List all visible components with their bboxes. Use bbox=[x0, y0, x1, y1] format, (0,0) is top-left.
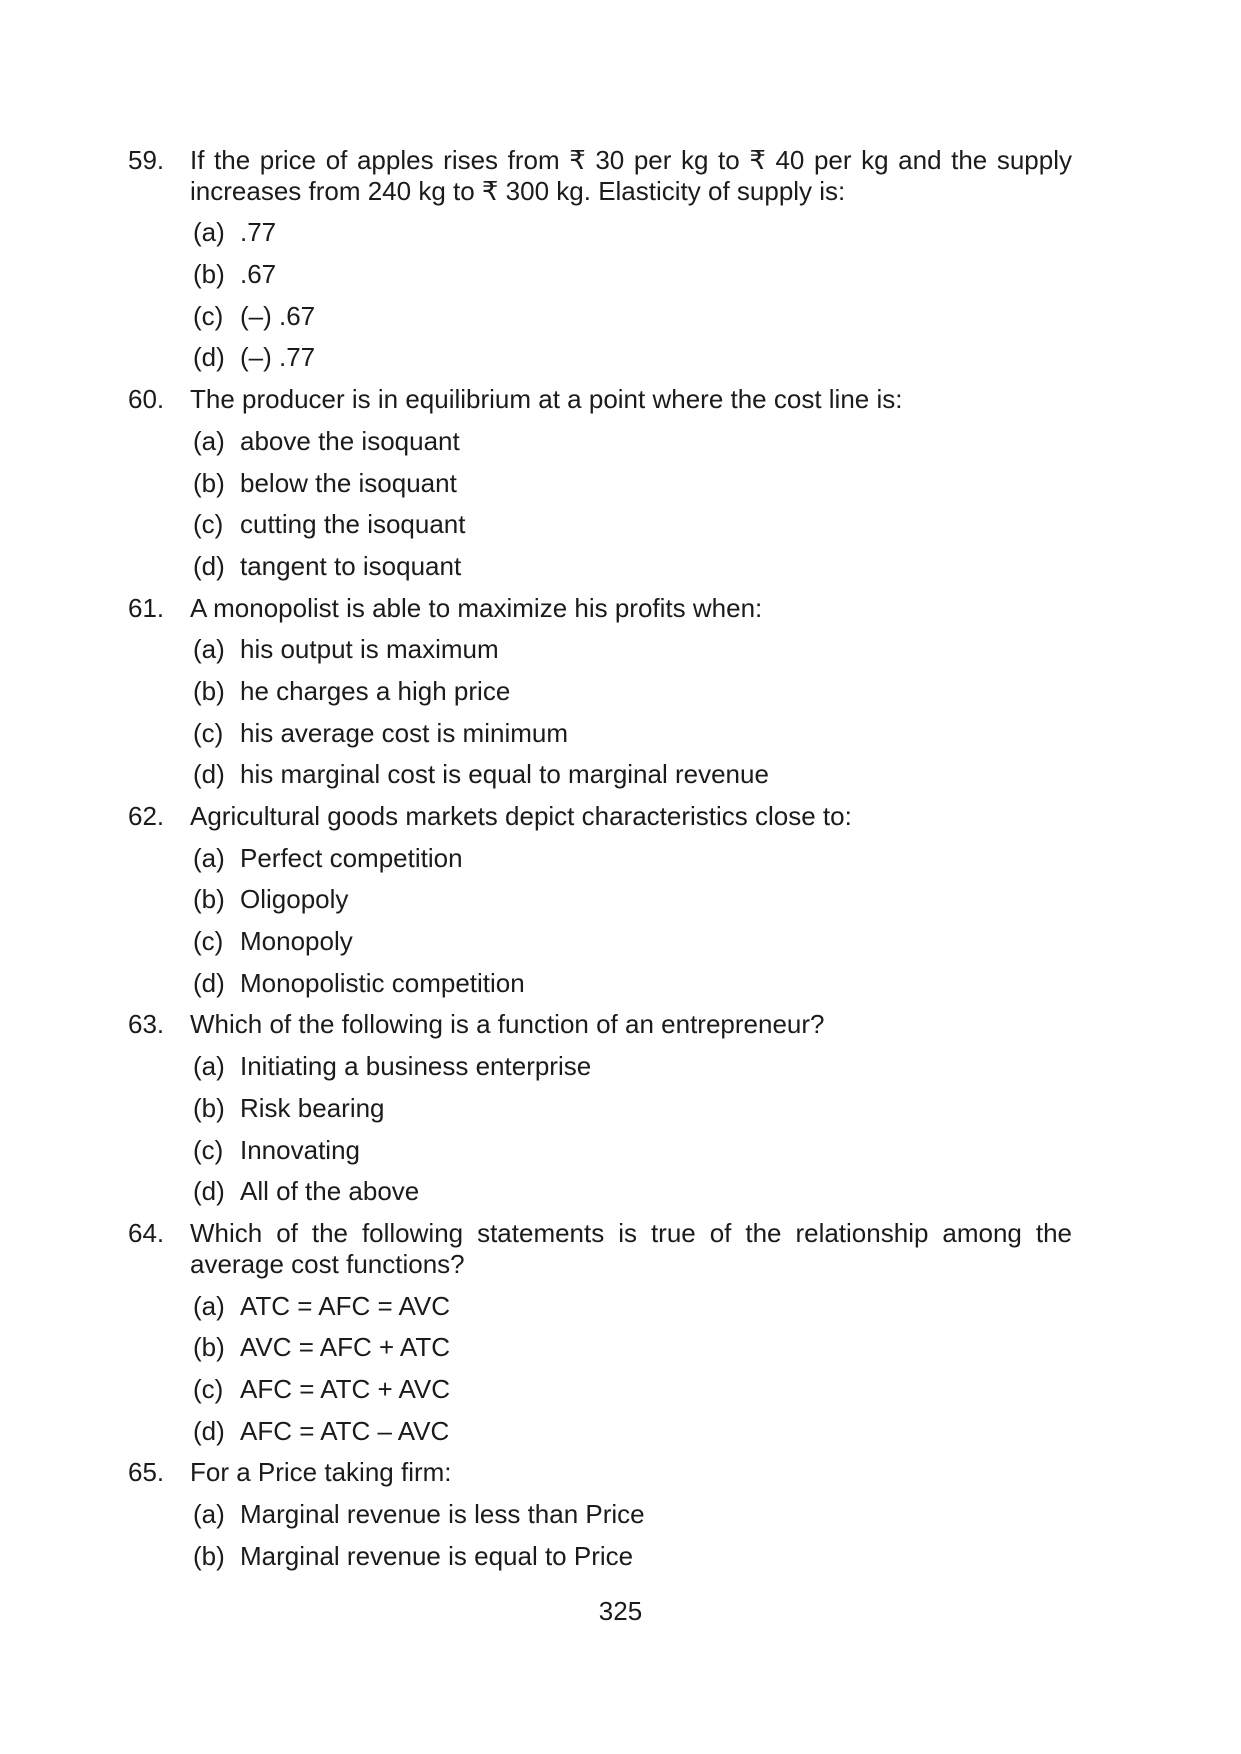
option-text: tangent to isoquant bbox=[240, 550, 462, 581]
option-text: (–) .67 bbox=[240, 300, 316, 331]
question-head bbox=[128, 384, 1072, 415]
option-text: AFC = ATC – AVC bbox=[240, 1415, 450, 1446]
option-row bbox=[193, 426, 1072, 457]
option-text: Perfect competition bbox=[240, 842, 463, 873]
option-label: (a) bbox=[193, 1499, 225, 1529]
page-number: 325 bbox=[598, 1596, 643, 1626]
option-label: (b) bbox=[193, 675, 225, 706]
option-label: (b) bbox=[193, 467, 225, 498]
option-text: cutting the isoquant bbox=[240, 509, 466, 540]
question-text: Which of the following statements is true of the relationship among the average cost functions? bbox=[190, 1217, 1072, 1279]
question-number: 65. bbox=[128, 1457, 165, 1488]
option-row bbox=[193, 1416, 1072, 1447]
option-label: (a) bbox=[193, 634, 225, 665]
question-item bbox=[128, 384, 1072, 582]
option-row bbox=[193, 217, 1072, 248]
option-text: Risk bearing bbox=[240, 1092, 385, 1123]
option-row bbox=[193, 1135, 1072, 1166]
option-label: (c) bbox=[193, 509, 224, 540]
option-text: .67 bbox=[240, 259, 277, 290]
question-head bbox=[128, 1457, 1072, 1488]
question-head bbox=[128, 145, 1072, 207]
option-row bbox=[193, 1051, 1072, 1082]
option-label: (a) bbox=[193, 217, 225, 248]
question-item bbox=[128, 1218, 1072, 1447]
question-number: 63. bbox=[128, 1009, 165, 1040]
option-text: he charges a high price bbox=[240, 675, 511, 706]
option-text: Initiating a business enterprise bbox=[240, 1051, 592, 1082]
option-text: Innovating bbox=[240, 1134, 360, 1165]
option-label: (c) bbox=[193, 717, 224, 748]
option-row bbox=[193, 926, 1072, 957]
option-label: (a) bbox=[193, 1290, 225, 1321]
question-text: A monopolist is able to maximize his profits when: bbox=[190, 592, 763, 623]
option-label: (d) bbox=[193, 1415, 225, 1446]
question-text: For a Price taking firm: bbox=[190, 1457, 452, 1488]
question-text: Which of the following is a function of an entrepreneur? bbox=[190, 1009, 825, 1040]
option-text: All of the above bbox=[240, 1176, 420, 1207]
option-row bbox=[193, 759, 1072, 790]
option-label: (b) bbox=[193, 1092, 225, 1123]
option-text: Marginal revenue is less than Price bbox=[240, 1499, 645, 1529]
option-label: (b) bbox=[193, 1332, 225, 1363]
question-head bbox=[128, 593, 1072, 624]
question-head bbox=[128, 1009, 1072, 1040]
option-row bbox=[193, 259, 1072, 290]
option-text: Oligopoly bbox=[240, 884, 349, 915]
question-number: 62. bbox=[128, 801, 165, 831]
option-row bbox=[193, 1541, 1072, 1572]
question-text: If the price of apples rises from ₹ 30 per kg to ₹ 40 per kg and the supply increases from 240 kg to ₹ 300 kg. Elasticity of supply is: bbox=[190, 144, 1072, 206]
option-list bbox=[128, 1291, 1072, 1447]
question-head bbox=[128, 801, 1072, 832]
option-text: .77 bbox=[240, 217, 277, 248]
option-label: (c) bbox=[193, 1134, 224, 1165]
option-row bbox=[193, 843, 1072, 874]
option-list bbox=[128, 1051, 1072, 1207]
option-text: AVC = AFC + ATC bbox=[240, 1332, 450, 1363]
question-list bbox=[128, 134, 1072, 1572]
option-label: (d) bbox=[193, 342, 225, 373]
option-row bbox=[193, 718, 1072, 749]
option-list bbox=[128, 1499, 1072, 1572]
option-row bbox=[193, 1093, 1072, 1124]
option-row bbox=[193, 1499, 1072, 1530]
option-row bbox=[193, 1176, 1072, 1207]
option-text: AFC = ATC + AVC bbox=[240, 1373, 450, 1404]
option-row bbox=[193, 551, 1072, 582]
option-label: (a) bbox=[193, 425, 225, 456]
option-label: (c) bbox=[193, 1373, 224, 1404]
option-label: (a) bbox=[193, 842, 225, 873]
option-row bbox=[193, 301, 1072, 332]
option-row bbox=[193, 468, 1072, 499]
option-label: (d) bbox=[193, 550, 225, 581]
option-list bbox=[128, 217, 1072, 373]
option-row bbox=[193, 884, 1072, 915]
question-number: 59. bbox=[128, 144, 165, 175]
option-row bbox=[193, 676, 1072, 707]
question-head bbox=[128, 1218, 1072, 1280]
option-row bbox=[193, 1332, 1072, 1363]
option-label: (b) bbox=[193, 1540, 225, 1571]
option-text: his output is maximum bbox=[240, 634, 499, 665]
option-row bbox=[193, 509, 1072, 540]
option-label: (d) bbox=[193, 1176, 225, 1207]
option-label: (c) bbox=[193, 926, 224, 957]
question-item bbox=[128, 145, 1072, 374]
question-text: Agricultural goods markets depict characteristics close to: bbox=[190, 801, 852, 831]
option-label: (c) bbox=[193, 300, 224, 331]
question-item bbox=[128, 1009, 1072, 1207]
option-text: (–) .77 bbox=[240, 342, 316, 373]
option-text: Marginal revenue is equal to Price bbox=[240, 1540, 634, 1571]
question-number: 60. bbox=[128, 384, 165, 415]
option-text: above the isoquant bbox=[240, 425, 460, 456]
question-number: 64. bbox=[128, 1217, 165, 1248]
option-list bbox=[128, 843, 1072, 999]
option-label: (b) bbox=[193, 884, 225, 915]
option-text: Monopolistic competition bbox=[240, 967, 525, 998]
option-text: his marginal cost is equal to marginal revenue bbox=[240, 759, 769, 790]
question-number: 61. bbox=[128, 592, 165, 623]
option-text: Monopoly bbox=[240, 926, 353, 957]
option-row bbox=[193, 1374, 1072, 1405]
option-list bbox=[128, 634, 1072, 790]
option-row bbox=[193, 1291, 1072, 1322]
option-row bbox=[193, 968, 1072, 999]
question-item bbox=[128, 801, 1072, 999]
option-label: (b) bbox=[193, 259, 225, 290]
option-row bbox=[193, 634, 1072, 665]
option-label: (a) bbox=[193, 1051, 225, 1082]
question-text: The producer is in equilibrium at a point where the cost line is: bbox=[190, 384, 903, 415]
question-item bbox=[128, 1457, 1072, 1571]
option-row bbox=[193, 342, 1072, 373]
option-list bbox=[128, 426, 1072, 582]
option-label: (d) bbox=[193, 967, 225, 998]
option-label: (d) bbox=[193, 759, 225, 790]
option-text: his average cost is minimum bbox=[240, 717, 568, 748]
option-text: below the isoquant bbox=[240, 467, 457, 498]
option-text: ATC = AFC = AVC bbox=[240, 1290, 450, 1321]
question-item bbox=[128, 593, 1072, 791]
